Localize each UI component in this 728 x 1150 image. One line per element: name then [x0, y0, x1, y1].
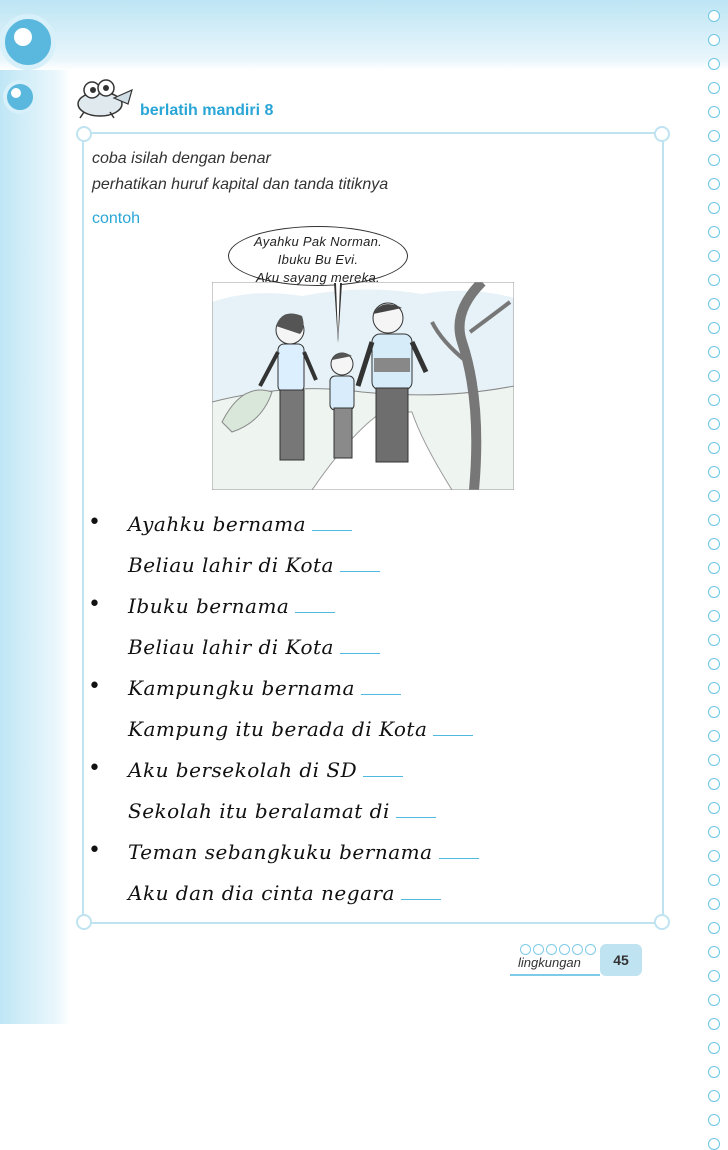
answer-blank[interactable] [401, 885, 441, 900]
worksheet-text: Kampung itu berada di Kota [128, 717, 428, 741]
speech-bubble [228, 226, 408, 286]
answer-blank[interactable] [295, 598, 335, 613]
family-illustration [212, 282, 514, 490]
worksheet-line [88, 793, 648, 834]
example-label: contoh [92, 210, 141, 227]
instruction-line-1: coba isilah dengan benar [92, 150, 271, 167]
answer-blank[interactable] [396, 803, 436, 818]
answer-blank[interactable] [340, 639, 380, 654]
worksheet-text: Aku dan dia cinta negara [128, 881, 395, 905]
worksheet-text: Aku bersekolah di SD [128, 758, 358, 782]
answer-blank[interactable] [439, 844, 479, 859]
worksheet-text: Beliau lahir di Kota [128, 635, 334, 659]
instruction-line-2: perhatikan huruf kapital dan tanda titiknya [92, 176, 389, 193]
worksheet-line [88, 506, 648, 547]
worksheet [88, 506, 648, 916]
speech-line-2: Ibuku Bu Evi. [277, 252, 359, 267]
left-decor-band [0, 0, 70, 1024]
frame-ring [76, 126, 92, 142]
answer-blank[interactable] [340, 557, 380, 572]
worksheet-line [88, 834, 648, 875]
frame-ring [654, 914, 670, 930]
worksheet-line [88, 629, 648, 670]
worksheet-line [88, 711, 648, 752]
speech-line-3: Aku sayang mereka. [256, 270, 380, 285]
worksheet-text: Beliau lahir di Kota [128, 553, 334, 577]
worksheet-line [88, 547, 648, 588]
answer-blank[interactable] [363, 762, 403, 777]
decor-circle-large-inner [14, 28, 32, 46]
worksheet-line [88, 670, 648, 711]
bullet: • [88, 756, 101, 781]
worksheet-line [88, 588, 648, 629]
worksheet-line [88, 752, 648, 793]
bullet: • [88, 674, 101, 699]
page-number: 45 [600, 944, 642, 976]
section-title: berlatih mandiri 8 [140, 102, 274, 119]
answer-blank[interactable] [433, 721, 473, 736]
top-decor-band [0, 0, 728, 70]
answer-blank[interactable] [361, 680, 401, 695]
bullet: • [88, 510, 101, 535]
frame-ring [654, 126, 670, 142]
mascot-icon [70, 76, 134, 120]
answer-blank[interactable] [312, 516, 352, 531]
worksheet-text: Teman sebangkuku bernama [128, 840, 433, 864]
speech-line-1: Ayahku Pak Norman. [253, 234, 383, 249]
bullet: • [88, 838, 101, 863]
decor-circle-small-inner [11, 88, 21, 98]
worksheet-text: Kampungku bernama [128, 676, 355, 700]
worksheet-text: Sekolah itu beralamat di [128, 799, 390, 823]
footer-chapter-label: lingkungan [518, 955, 581, 970]
decor-circle-small [3, 80, 37, 114]
footer-divider [510, 974, 600, 976]
right-decor-dots [708, 10, 724, 990]
speech-bubble-tail-inner [336, 283, 340, 339]
worksheet-text: Ibuku bernama [128, 594, 290, 618]
worksheet-line [88, 875, 648, 916]
bullet: • [88, 592, 101, 617]
frame-ring [76, 914, 92, 930]
worksheet-text: Ayahku bernama [128, 512, 306, 536]
